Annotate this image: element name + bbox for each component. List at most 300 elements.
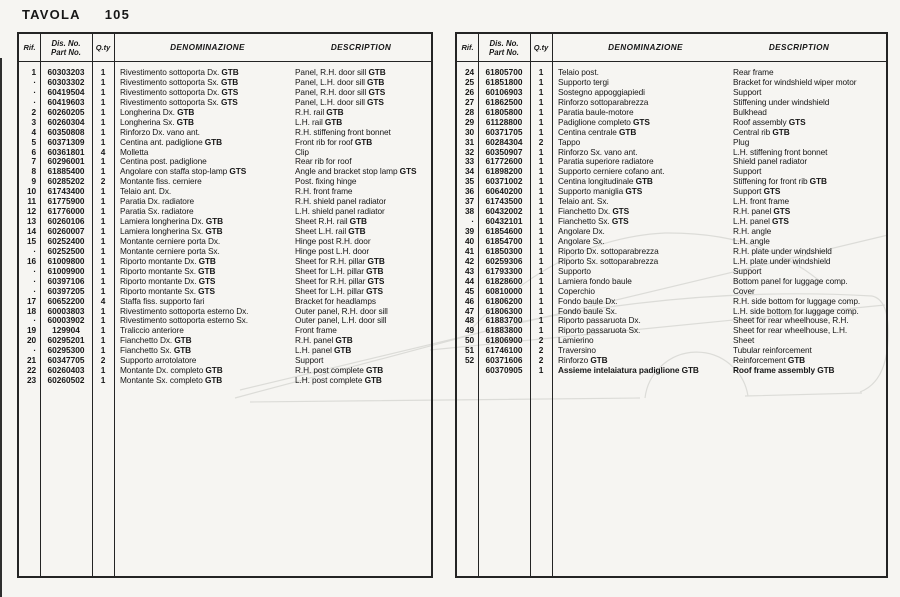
ref-number: 43: [464, 265, 474, 276]
quantity: 1: [538, 365, 544, 376]
denominazione-cell: Lamiera longherina Dx. GTB: [120, 216, 224, 227]
description-cell: Bottom panel for luggage comp.: [733, 275, 848, 286]
quantity: 1: [100, 345, 106, 356]
ref-number: 15: [26, 235, 36, 246]
quantity: 1: [100, 136, 106, 147]
quantity: 1: [100, 305, 106, 316]
denominazione-cell: Traversino: [558, 345, 596, 356]
description-cell: Rear frame: [733, 67, 774, 77]
ref-number: 27: [464, 96, 474, 107]
description-cell: Bracket for windshield wiper motor: [733, 76, 857, 87]
ref-number: 2: [31, 106, 36, 117]
part-number: 61885400: [47, 166, 85, 177]
denominazione-cell: Riporto Dx. sottoparabrezza: [558, 245, 659, 256]
description-cell: Plug: [733, 136, 750, 147]
description-cell: Sheet: [733, 335, 755, 346]
ref-number: 46: [464, 295, 474, 306]
quantity: 1: [538, 186, 544, 197]
header-qty: Q.ty: [95, 43, 111, 52]
part-number: 61009800: [47, 255, 85, 266]
quantity: 1: [538, 285, 544, 296]
page-title-label: TAVOLA: [22, 7, 81, 22]
quantity: 1: [538, 96, 544, 107]
quantity: 1: [100, 285, 106, 296]
description-cell: Sheet L.H. rail GTB: [295, 226, 366, 236]
ref-number: 33: [464, 156, 474, 167]
denominazione-cell: Riporto Sx. sottoparabrezza: [558, 255, 659, 266]
table-header: [457, 34, 886, 62]
denominazione-cell: Paratia Dx. radiatore: [120, 196, 194, 207]
quantity: 1: [538, 325, 544, 336]
denominazione-cell: Traliccio anteriore: [120, 325, 184, 336]
description-cell: Support: [295, 355, 324, 366]
ref-number: ·: [33, 285, 36, 296]
denominazione-cell: Fondo baule Dx.: [558, 295, 618, 306]
quantity: 1: [538, 166, 544, 177]
ref-number: 29: [464, 116, 474, 127]
part-number: 60419504: [47, 86, 85, 97]
ref-number: 34: [464, 166, 474, 177]
quantity: 1: [100, 126, 106, 137]
part-number: 60652200: [47, 295, 85, 306]
part-number: 61805800: [485, 106, 523, 117]
denominazione-cell: Riporto passaruota Sx.: [558, 325, 641, 336]
ref-number: ·: [33, 76, 36, 87]
part-number: 60361801: [47, 146, 85, 157]
part-number: 60303203: [47, 67, 85, 77]
description-cell: Support GTS: [733, 186, 781, 197]
denominazione-cell: Supporto arrotolatore: [120, 355, 197, 366]
description-cell: Post. fixing hinge: [295, 176, 357, 187]
page-title: [22, 7, 130, 22]
denominazione-cell: Supporto: [558, 265, 591, 276]
ref-number: ·: [33, 345, 36, 356]
table-row: [19, 138, 431, 148]
denominazione-cell: Rinforzo Dx. vano ant.: [120, 126, 200, 137]
description-cell: Clip: [295, 146, 309, 157]
quantity: 2: [538, 345, 544, 356]
quantity: 4: [100, 146, 106, 157]
description-cell: Hinge post R.H. door: [295, 235, 371, 246]
description-cell: L.H. angle: [733, 235, 770, 246]
table-row: [457, 297, 886, 307]
part-number: 60260205: [47, 106, 85, 117]
description-cell: Sheet for R.H. pillar GTB: [295, 255, 385, 266]
description-cell: Sheet for L.H. pillar GTS: [295, 285, 383, 296]
denominazione-cell: Staffa fiss. supporto fari: [120, 295, 205, 306]
description-cell: L.H. plate under windshield: [733, 255, 831, 266]
header-qty: Q.ty: [533, 43, 549, 52]
quantity: 2: [538, 136, 544, 147]
ref-number: 30: [464, 126, 474, 137]
denominazione-cell: Fianchetto Sx. GTS: [558, 216, 629, 227]
description-cell: L.H. panel GTS: [733, 216, 789, 227]
table-header: [19, 34, 431, 62]
description-cell: R.H. panel GTS: [733, 206, 791, 217]
part-number: 60371606: [485, 355, 523, 366]
ref-number: 25: [464, 76, 474, 87]
quantity: 1: [100, 106, 106, 117]
description-cell: Reinforcement GTB: [733, 355, 806, 366]
ref-number: 39: [464, 226, 474, 236]
description-cell: R.H. front frame: [295, 186, 353, 197]
denominazione-cell: Rinforzo GTB: [558, 355, 608, 366]
ref-number: 1: [31, 67, 36, 77]
ref-number: 26: [464, 86, 474, 97]
denominazione-cell: Riporto passaruota Dx.: [558, 315, 641, 326]
part-number: 60252400: [47, 235, 85, 246]
quantity: 1: [538, 245, 544, 256]
quantity: 1: [100, 375, 106, 386]
quantity: 1: [538, 295, 544, 306]
part-number: 60295300: [47, 345, 85, 356]
description-cell: Roof assembly GTS: [733, 116, 806, 127]
description-cell: R.H. plate under windshield: [733, 245, 832, 256]
ref-number: 8: [31, 166, 36, 177]
denominazione-cell: Centina ant. padiglione GTB: [120, 136, 223, 147]
table-row: [19, 316, 431, 326]
part-number: 60303302: [47, 76, 85, 87]
part-number: 61793300: [485, 265, 523, 276]
description-cell: Sheet for rear wheelhouse, L.H.: [733, 325, 848, 336]
description-cell: R.H. panel GTB: [295, 335, 353, 346]
description-cell: Roof frame assembly GTB: [733, 365, 835, 376]
ref-number: 9: [31, 176, 36, 187]
denominazione-cell: Lamiera fondo baule: [558, 275, 632, 286]
denominazione-cell: Centina post. padiglione: [120, 156, 207, 167]
part-number: 60260403: [47, 365, 85, 376]
part-number: 61828600: [485, 275, 523, 286]
part-number: 61850300: [485, 245, 523, 256]
ref-number: ·: [33, 86, 36, 97]
quantity: 1: [538, 76, 544, 87]
part-number: 60347705: [47, 355, 85, 366]
part-number: 61883800: [485, 325, 523, 336]
ref-number: 23: [26, 375, 36, 386]
part-number: 61743500: [485, 196, 523, 207]
description-cell: Shield panel radiator: [733, 156, 808, 167]
ref-number: ·: [33, 245, 36, 256]
denominazione-cell: Paratia baule-motore: [558, 106, 634, 117]
description-cell: Rear rib for roof: [295, 156, 352, 167]
denominazione-cell: Telaio post.: [558, 67, 599, 77]
description-cell: Panel, R.H. door sill GTB: [295, 67, 386, 77]
part-number: 61776000: [47, 206, 85, 217]
denominazione-cell: Montante fiss. cerniere: [120, 176, 202, 187]
parts-table-left: [17, 32, 433, 578]
description-cell: L.H. stiffening front bonnet: [733, 146, 828, 157]
denominazione-cell: Supporto tergi: [558, 76, 609, 87]
denominazione-cell: Assieme intelaiatura padiglione GTB: [558, 365, 699, 376]
quantity: 2: [100, 355, 106, 366]
part-number: 60260304: [47, 116, 85, 127]
quantity: 1: [100, 226, 106, 236]
denominazione-cell: Fondo baule Sx.: [558, 305, 617, 316]
ref-number: ·: [33, 96, 36, 107]
header-part-number: Dis. No. Part No.: [51, 38, 81, 57]
ref-number: ·: [33, 315, 36, 326]
part-number: 61772600: [485, 156, 523, 167]
table-row: [457, 138, 886, 148]
table-row: [457, 366, 886, 376]
ref-number: 45: [464, 285, 474, 296]
header-rif: Rif.: [23, 43, 36, 52]
description-cell: Outer panel, L.H. door sill: [295, 315, 387, 326]
ref-number: 40: [464, 235, 474, 246]
part-number: 61854700: [485, 235, 523, 246]
description-cell: Sheet for R.H. pillar GTS: [295, 275, 385, 286]
description-cell: Support: [733, 166, 762, 177]
part-number: 61854600: [485, 226, 523, 236]
ref-number: 12: [26, 206, 36, 217]
part-number: 60640200: [485, 186, 523, 197]
part-number: 129904: [52, 325, 80, 336]
part-number: 61883700: [485, 315, 523, 326]
quantity: 1: [538, 216, 544, 227]
part-number: 60419603: [47, 96, 85, 107]
part-number: 60371705: [485, 126, 523, 137]
part-number: 60285202: [47, 176, 85, 187]
page-number: 105: [104, 7, 131, 22]
ref-number: 51: [464, 345, 474, 356]
quantity: 1: [538, 206, 544, 217]
denominazione-cell: Paratia superiore radiatore: [558, 156, 654, 167]
description-cell: Cover: [733, 285, 755, 296]
description-cell: R.H. rail GTB: [295, 106, 344, 117]
ref-number: 52: [464, 355, 474, 366]
description-cell: L.H. rail GTB: [295, 116, 343, 127]
part-number: 61806900: [485, 335, 523, 346]
header-denominazione: DENOMINAZIONE: [170, 43, 245, 52]
quantity: 1: [100, 76, 106, 87]
description-cell: Panel, L.H. door sill GTS: [295, 96, 384, 107]
description-cell: R.H. post complete GTB: [295, 365, 384, 376]
denominazione-cell: Lamierino: [558, 335, 594, 346]
description-cell: Stiffening for front rib GTB: [733, 176, 827, 187]
ref-number: ·: [33, 265, 36, 276]
denominazione-cell: Longherina Sx. GTB: [120, 116, 194, 127]
part-number: 61009900: [47, 265, 85, 276]
ref-number: 7: [31, 156, 36, 167]
denominazione-cell: Montante cerniere porta Sx.: [120, 245, 220, 256]
part-number: 61743400: [47, 186, 85, 197]
ref-number: 50: [464, 335, 474, 346]
description-cell: Sheet for rear wheelhouse, R.H.: [733, 315, 849, 326]
quantity: 1: [538, 235, 544, 246]
description-cell: R.H. shield panel radiator: [295, 196, 387, 207]
part-number: 60284304: [485, 136, 523, 147]
denominazione-cell: Fianchetto Dx. GTS: [558, 206, 630, 217]
table-body: [457, 61, 886, 576]
quantity: 1: [100, 96, 106, 107]
description-cell: R.H. side bottom for luggage comp.: [733, 295, 861, 306]
part-number: 61805700: [485, 67, 523, 77]
quantity: 2: [538, 355, 544, 366]
quantity: 1: [538, 265, 544, 276]
description-cell: R.H. stiffening front bonnet: [295, 126, 391, 137]
description-cell: Angle and bracket stop lamp GTS: [295, 166, 417, 177]
description-cell: Support: [733, 265, 762, 276]
ref-number: 5: [31, 136, 36, 147]
denominazione-cell: Montante Dx. completo GTB: [120, 365, 223, 376]
ref-number: ·: [33, 275, 36, 286]
part-number: 60432101: [485, 216, 523, 227]
part-number: 60295201: [47, 335, 85, 346]
quantity: 1: [538, 156, 544, 167]
quantity: 1: [100, 116, 106, 127]
ref-number: 47: [464, 305, 474, 316]
page-binding-edge: [0, 58, 2, 597]
quantity: 1: [100, 335, 106, 346]
denominazione-cell: Angolare Dx.: [558, 226, 605, 236]
ref-number: 28: [464, 106, 474, 117]
denominazione-cell: Telaio ant. Sx.: [558, 196, 609, 207]
denominazione-cell: Supporto maniglia GTS: [558, 186, 643, 197]
description-cell: Outer panel, R.H. door sill: [295, 305, 388, 316]
description-cell: Panel, L.H. door sill GTB: [295, 76, 385, 87]
table-row: [19, 297, 431, 307]
quantity: 1: [100, 255, 106, 266]
header-part-number: Dis. No. Part No.: [489, 38, 519, 57]
ref-number: 24: [464, 67, 474, 77]
ref-number: 21: [26, 355, 36, 366]
denominazione-cell: Riporto montante Sx. GTB: [120, 265, 216, 276]
description-cell: Bulkhead: [733, 106, 767, 117]
denominazione-cell: Tappo: [558, 136, 581, 147]
part-number: 60350808: [47, 126, 85, 137]
ref-number: 11: [27, 196, 36, 207]
denominazione-cell: Paratia Sx. radiatore: [120, 206, 194, 217]
part-number: 60432002: [485, 206, 523, 217]
quantity: 1: [538, 226, 544, 236]
ref-number: 20: [26, 335, 36, 346]
quantity: 1: [538, 255, 544, 266]
denominazione-cell: Fianchetto Dx. GTB: [120, 335, 192, 346]
part-number: 60003902: [47, 315, 85, 326]
denominazione-cell: Telaio ant. Dx.: [120, 186, 172, 197]
ref-number: 14: [26, 226, 36, 236]
description-cell: L.H. panel GTB: [295, 345, 352, 356]
description-cell: Front rib for roof GTB: [295, 136, 373, 147]
denominazione-cell: Fianchetto Sx. GTB: [120, 345, 192, 356]
quantity: 1: [100, 196, 106, 207]
ref-number: 38: [464, 206, 474, 217]
ref-number: 49: [464, 325, 474, 336]
part-number: 60260106: [47, 216, 85, 227]
quantity: 1: [100, 86, 106, 97]
description-cell: Support: [733, 86, 762, 97]
quantity: 2: [538, 335, 544, 346]
header-rif: Rif.: [461, 43, 474, 52]
quantity: 1: [100, 206, 106, 217]
denominazione-cell: Angolare Sx.: [558, 235, 605, 246]
part-number: 60371002: [485, 176, 523, 187]
description-cell: Panel, R.H. door sill GTS: [295, 86, 386, 97]
description-cell: Front frame: [295, 325, 337, 336]
quantity: 1: [100, 265, 106, 276]
ref-number: 6: [31, 146, 36, 157]
ref-number: 37: [464, 196, 474, 207]
part-number: 60296001: [47, 156, 85, 167]
denominazione-cell: Rivestimento sottoporta esterno Dx.: [120, 305, 249, 316]
part-number: 61806200: [485, 295, 523, 306]
quantity: 1: [100, 166, 106, 177]
denominazione-cell: Montante cerniere porta Dx.: [120, 235, 221, 246]
ref-number: 16: [26, 255, 36, 266]
denominazione-cell: Lamiera longherina Sx. GTB: [120, 226, 223, 236]
part-number: 61128800: [485, 116, 523, 127]
part-number: 60260502: [47, 375, 85, 386]
ref-number: 31: [464, 136, 474, 147]
part-number: 60810000: [485, 285, 523, 296]
part-number: 60371309: [47, 136, 85, 147]
denominazione-cell: Longherina Dx. GTB: [120, 106, 195, 117]
ref-number: 3: [31, 116, 36, 127]
ref-number: 41: [464, 245, 474, 256]
denominazione-cell: Coperchio: [558, 285, 595, 296]
denominazione-cell: Rivestimento sottoporta Dx. GTS: [120, 86, 239, 97]
header-description: DESCRIPTION: [768, 43, 830, 52]
ref-number: 17: [26, 295, 36, 306]
denominazione-cell: Molletta: [120, 146, 149, 157]
quantity: 1: [100, 315, 106, 326]
part-number: 60397205: [47, 285, 85, 296]
quantity: 1: [538, 67, 544, 77]
denominazione-cell: Padiglione completo GTS: [558, 116, 650, 127]
header-denominazione: DENOMINAZIONE: [608, 43, 683, 52]
header-description: DESCRIPTION: [330, 43, 392, 52]
denominazione-cell: Rivestimento sottoporta Sx. GTS: [120, 96, 238, 107]
quantity: 1: [538, 196, 544, 207]
ref-number: 10: [26, 186, 36, 197]
denominazione-cell: Riporto montante Sx. GTS: [120, 285, 215, 296]
quantity: 4: [100, 295, 106, 306]
ref-number: 48: [464, 315, 474, 326]
quantity: 1: [100, 156, 106, 167]
part-number: 61746100: [485, 345, 523, 356]
quantity: 2: [100, 176, 106, 187]
quantity: 1: [538, 106, 544, 117]
ref-number: 42: [464, 255, 474, 266]
ref-number: 4: [31, 126, 36, 137]
quantity: 1: [100, 325, 106, 336]
description-cell: Central rib GTB: [733, 126, 790, 137]
denominazione-cell: Sostegno appoggiapiedi: [558, 86, 645, 97]
denominazione-cell: Rivestimento sottoporta Sx. GTB: [120, 76, 239, 87]
description-cell: L.H. post complete GTB: [295, 375, 382, 386]
quantity: 1: [100, 275, 106, 286]
table-body: [19, 61, 431, 576]
ref-number: 36: [464, 186, 474, 197]
table-row: [19, 376, 431, 386]
part-number: 60003803: [47, 305, 85, 316]
denominazione-cell: Riporto montante Dx. GTS: [120, 275, 216, 286]
quantity: 1: [538, 116, 544, 127]
description-cell: L.H. front frame: [733, 196, 790, 207]
ref-number: 35: [464, 176, 474, 187]
denominazione-cell: Rivestimento sottoporta esterno Sx.: [120, 315, 248, 326]
quantity: 1: [100, 186, 106, 197]
description-cell: L.H. side bottom for luggage comp.: [733, 305, 859, 316]
part-number: 61806300: [485, 305, 523, 316]
description-cell: Stiffening under windshield: [733, 96, 830, 107]
quantity: 1: [100, 67, 106, 77]
part-number: 60252500: [47, 245, 85, 256]
part-number: 60370905: [485, 365, 523, 376]
description-cell: Sheet for L.H. pillar GTB: [295, 265, 384, 276]
quantity: 1: [538, 126, 544, 137]
part-number: 60350907: [485, 146, 523, 157]
